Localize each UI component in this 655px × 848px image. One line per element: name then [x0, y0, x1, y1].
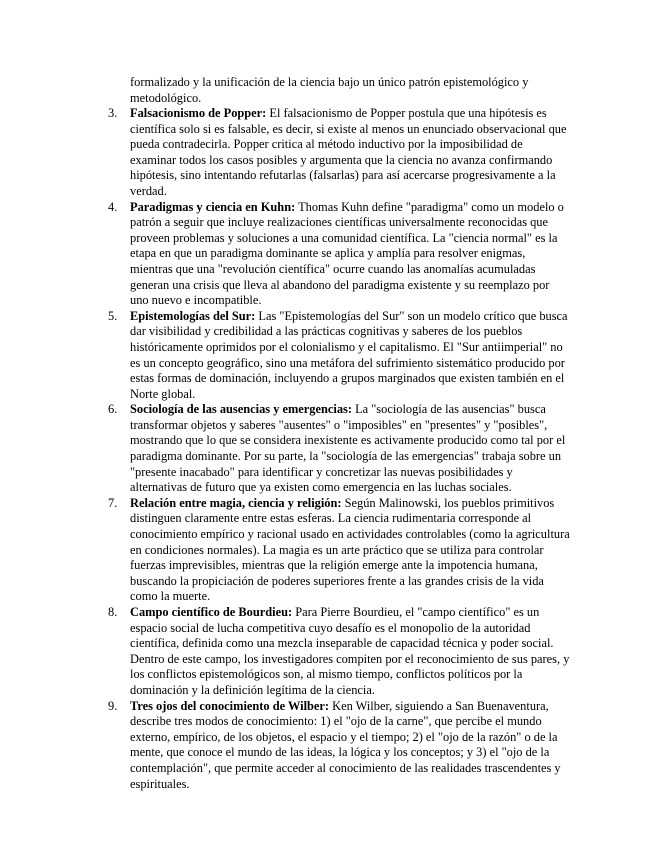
item-number: 5. [108, 308, 118, 323]
item-number: 6. [108, 402, 118, 417]
item-text: Ken Wilber, siguiendo a San Buenaventura, describe tres modos de conocimiento: 1) el "ojo de la carne", que percibe el mundo externo, empírico, de los objetos, el espacio y el tiempo; 2) el "ojo de la razón" o de la mente, que conoce el mundo de las ideas, la lógica y los conceptos; y 3) el "ojo de la contemplación", que permite acceder al conocimiento de las realidades trascendentes y espirituales. [130, 698, 561, 791]
item-title: Campo científico de Bourdieu: [130, 605, 293, 619]
item-title: Sociología de las ausencias y emergencias: [130, 402, 352, 417]
item-number: 3. [108, 106, 118, 120]
list-item-3 [108, 106, 570, 200]
item-text: La "sociología de las ausencias" busca transformar objetos y saberes "ausentes" o "imposibles" en "presentes" y "posibles", mostrando que lo que se considera inexistente es activamente producido como tal por el paradigma dominante. Por su parte, la "sociología de las emergencias" trabaja sobre un "presente inacabado" para identificar y concretizar las nuevas posibilidades y alternativas de futuro que ya existen como emergencia en las luchas sociales. [130, 402, 566, 495]
item-number: 8. [108, 605, 118, 619]
list-item-7 [108, 496, 570, 605]
item-text: Según Malinowski, los pueblos primitivos distinguen claramente entre estas esferas. La ciencia rudimentaria corresponde al conocimiento empírico y racional usado en actividades controlables (como la agricultura en condiciones normales). La magia es un arte práctico que se utiliza para controlar fuerzas imprevisibles, mientras que la religión emerge ante la impotencia humana, buscando la propiciación de poderes superiores frente a las grandes crisis de la vida como la muerte. [130, 495, 570, 604]
item-number: 7. [108, 495, 118, 510]
item-text: El falsacionismo de Popper postula que una hipótesis es científica solo si es falsable, es decir, si existe al menos un enunciado observacional que pueda contradecirla. Popper critica al método inductivo por la imposibilidad de examinar todos los casos posibles y argumenta que la ciencia no avanza confirmando hipótesis, sino intentando refutarlas (falsarlas) para así acercarse progresivamente a la verdad. [130, 106, 567, 198]
item-title: Relación entre magia, ciencia y religión: [130, 495, 342, 510]
list-item-9 [108, 699, 570, 793]
item-text: Las "Epistemologías del Sur" son un modelo crítico que busca dar visibilidad y credibilidad a las prácticas cognitivas y saberes de los pueblos históricamente oprimidos por el colonialismo y el capitalismo. El "Sur antiimperial" no es un concepto geográfico, sino una metáfora del sufrimiento sistemático producido por estas formas de dominación, incluyendo a grupos marginados que existen también en el Norte global. [130, 308, 568, 401]
continuation-paragraph: formalizado y la unificación de la ciencia bajo un único patrón epistemológico y metodológico. [130, 75, 529, 105]
item-title: Epistemologías del Sur: [130, 308, 256, 323]
item-title: Tres ojos del conocimiento de Wilber: [130, 698, 330, 713]
list-item-8 [108, 605, 570, 699]
item-text: Thomas Kuhn define "paradigma" como un modelo o patrón a seguir que incluye realizaciones científicas universalmente reconocidas que proveen problemas y soluciones a una comunidad científica. La "ciencia normal" es la etapa en que un paradigma dominante se aplica y amplía para resolver enigmas, mientras que una "revolución científica" ocurre cuando las anomalías acumuladas generan una crisis que lleva al abandono del paradigma existente y su reemplazo por uno nuevo e incompatible. [130, 199, 564, 308]
item-number: 9. [108, 698, 118, 713]
numbered-list [108, 106, 570, 792]
list-item-4 [108, 200, 570, 309]
item-number: 4. [108, 199, 118, 214]
item-title: Paradigmas y ciencia en Kuhn: [130, 199, 296, 214]
list-item-6 [108, 402, 570, 496]
item-text: Para Pierre Bourdieu, el "campo científico" es un espacio social de lucha competitiva cuyo desafío es el monopolio de la autoridad científica, definida como una mezcla inseparable de capacidad técnica y poder social. Dentro de este campo, los investigadores compiten por el reconocimiento de sus pares, y los conflictos epistemológicos son, al mismo tiempo, conflictos políticos por la dominación y la definición legítima de la ciencia. [130, 605, 570, 697]
list-item-5 [108, 309, 570, 403]
item-title: Falsacionismo de Popper: [130, 106, 267, 120]
